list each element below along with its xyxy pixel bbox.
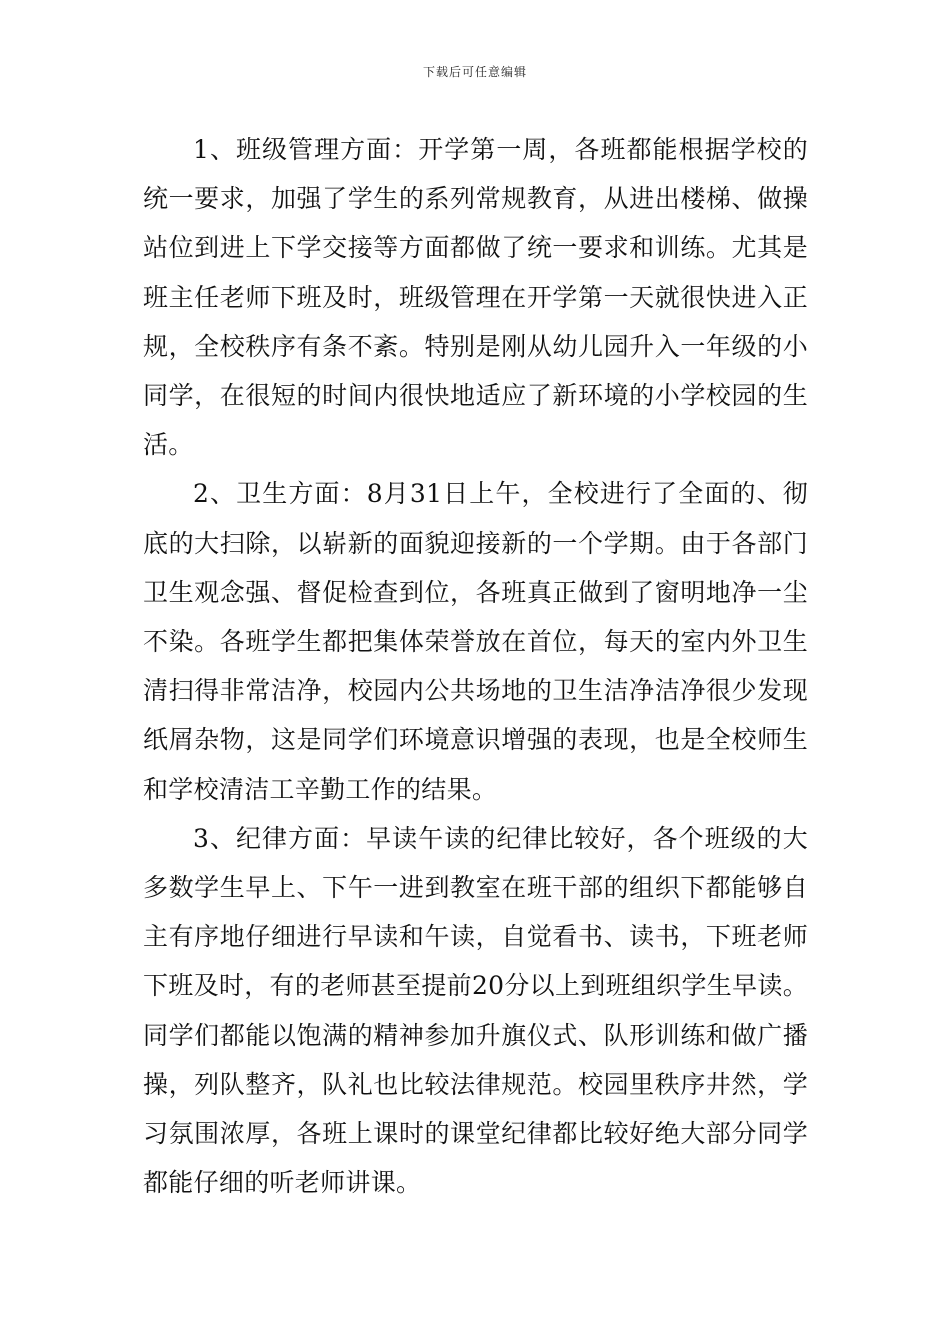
document-body xyxy=(143,125,808,1207)
paragraph-discipline: 3、纪律方面：早读午读的纪律比较好，各个班级的大多数学生早上、下午一进到教室在班干部的组织下都能够自主有序地仔细进行早读和午读，自觉看书、读书，下班老师下班及时，有的老师甚至提前20分以上到班组织学生早读。同学们都能以饱满的精神参加升旗仪式、队形训练和做广播操，列队整齐，队礼也比较法律规范。校园里秩序井然，学习氛围浓厚，各班上课时的课堂纪律都比较好绝大部分同学都能仔细的听老师讲课。 xyxy=(143,823,808,1198)
page-header: 下载后可任意编辑 xyxy=(422,65,527,79)
paragraph-class-management: 1、班级管理方面：开学第一周，各班都能根据学校的统一要求，加强了学生的系列常规教育，从进出楼梯、做操站位到进上下学交接等方面都做了统一要求和训练。尤其是班主任老师下班及时，班级管理在开学第一天就很快进入正规，全校秩序有条不紊。特别是刚从幼儿园升入一年级的小同学，在很短的时间内很快地适应了新环境的小学校园的生活。 xyxy=(143,135,808,460)
paragraph-hygiene: 2、卫生方面：8月31日上午，全校进行了全面的、彻底的大扫除，以崭新的面貌迎接新的一个学期。由于各部门卫生观念强、督促检查到位，各班真正做到了窗明地净一尘不染。各班学生都把集体荣誉放在首位，每天的室内外卫生清扫得非常洁净，校园内公共场地的卫生洁净洁净很少发现纸屑杂物，这是同学们环境意识增强的表现，也是全校师生和学校清洁工辛勤工作的结果。 xyxy=(143,479,808,804)
